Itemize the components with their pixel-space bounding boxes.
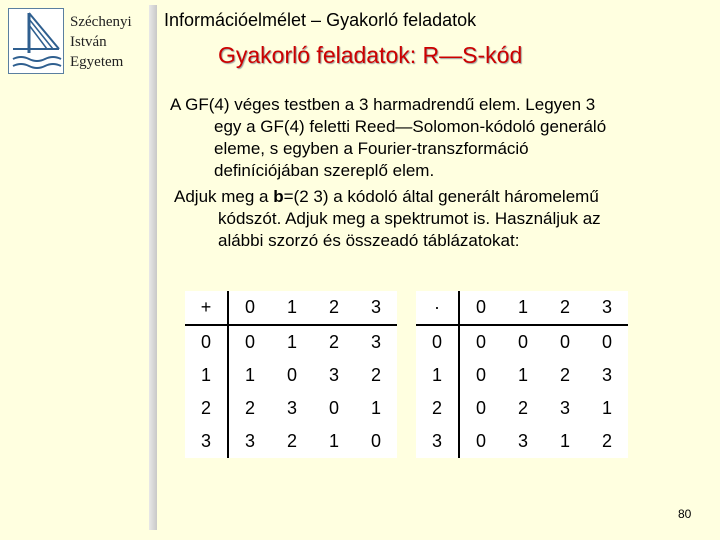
table-cell: 1 [328, 431, 339, 451]
table-cell: 0 [475, 365, 486, 385]
table-cell: 2 [185, 392, 228, 425]
table-cell: 0 [475, 431, 486, 451]
table-row [416, 425, 628, 458]
table-cell: 3 [370, 332, 381, 352]
table-cell: 2 [559, 365, 570, 385]
table-cell: 0 [228, 291, 271, 325]
table-cell: 0 [416, 325, 459, 359]
table-cell: 3 [559, 398, 570, 418]
table-row [185, 392, 397, 425]
table-cell: 3 [244, 431, 255, 451]
table-cell: 1 [286, 332, 297, 352]
table-header-row [185, 291, 397, 325]
table-cell: 0 [286, 365, 297, 385]
table-row [185, 425, 397, 458]
university-name-line1: Széchenyi [70, 14, 132, 30]
table-cell: 3 [416, 425, 459, 458]
addition-table [185, 291, 397, 458]
table-cell: 0 [559, 332, 570, 352]
table-cell: 0 [370, 431, 381, 451]
university-name-line2: István [70, 34, 107, 50]
task-text: Adjuk meg a [174, 187, 274, 206]
table-cell: 1 [271, 291, 313, 325]
table-cell: + [185, 291, 228, 325]
table-cell: 3 [517, 431, 528, 451]
table-row [185, 325, 397, 359]
university-name-line3: Egyetem [70, 54, 124, 70]
task-line: eleme, s egyben a Fourier-transzformáció [214, 139, 529, 158]
table-cell: 2 [544, 291, 586, 325]
table-cell: 1 [244, 365, 255, 385]
table-cell: 2 [286, 431, 297, 451]
multiplication-table [416, 291, 628, 458]
table-cell: 0 [244, 332, 255, 352]
table-cell: 3 [328, 365, 339, 385]
table-cell: 2 [328, 332, 339, 352]
table-cell: 3 [355, 291, 397, 325]
table-cell: 1 [502, 291, 544, 325]
table-cell: 2 [416, 392, 459, 425]
table-cell: 1 [185, 359, 228, 392]
table-cell: 0 [475, 332, 486, 352]
table-cell: 1 [370, 398, 381, 418]
table-cell: · [416, 291, 459, 325]
table-cell: 2 [370, 365, 381, 385]
vertical-divider [149, 5, 157, 530]
table-cell: 3 [601, 365, 612, 385]
table-cell: 0 [601, 332, 612, 352]
table-row [416, 359, 628, 392]
bridge-logo-icon [9, 9, 63, 73]
university-logo [8, 8, 64, 74]
table-cell: 2 [313, 291, 355, 325]
course-title: Információelmélet – Gyakorló feladatok [164, 10, 477, 30]
table-cell: 2 [244, 398, 255, 418]
table-cell: 2 [601, 431, 612, 451]
task-paragraph-1 [170, 94, 700, 182]
task-text: =(2 3) a kódoló által generált háromelemű [283, 187, 599, 206]
table-row [416, 392, 628, 425]
table-cell: 0 [328, 398, 339, 418]
table-cell: 3 [586, 291, 628, 325]
task-line [174, 186, 704, 208]
table-cell: 3 [185, 425, 228, 458]
table-cell: 1 [559, 431, 570, 451]
table-cell: 3 [286, 398, 297, 418]
table-cell: 0 [475, 398, 486, 418]
table-cell: 0 [185, 325, 228, 359]
table-cell: 1 [601, 398, 612, 418]
table-row [185, 359, 397, 392]
task-line: definíciójában szereplő elem. [214, 161, 435, 180]
university-name [70, 12, 132, 72]
task-paragraph-2 [174, 186, 704, 252]
task-line: egy a GF(4) feletti Reed—Solomon-kódoló generáló [214, 117, 607, 136]
task-line: kódszót. Adjuk meg a spektrumot is. Használjuk az [218, 209, 601, 228]
table-cell: 1 [416, 359, 459, 392]
slide-title: Gyakorló feladatok: R—S-kód [218, 42, 523, 68]
task-line: A GF(4) véges testben a 3 harmadrendű elem. Legyen 3 [170, 95, 596, 114]
table-cell: 2 [517, 398, 528, 418]
table-cell: 0 [459, 291, 502, 325]
vector-b-symbol: b [273, 187, 284, 206]
table-header-row [416, 291, 628, 325]
table-cell: 0 [517, 332, 528, 352]
table-cell: 1 [517, 365, 528, 385]
task-line: alábbi szorzó és összeadó táblázatokat: [218, 231, 520, 250]
table-row [416, 325, 628, 359]
page-number: 80 [678, 507, 692, 521]
